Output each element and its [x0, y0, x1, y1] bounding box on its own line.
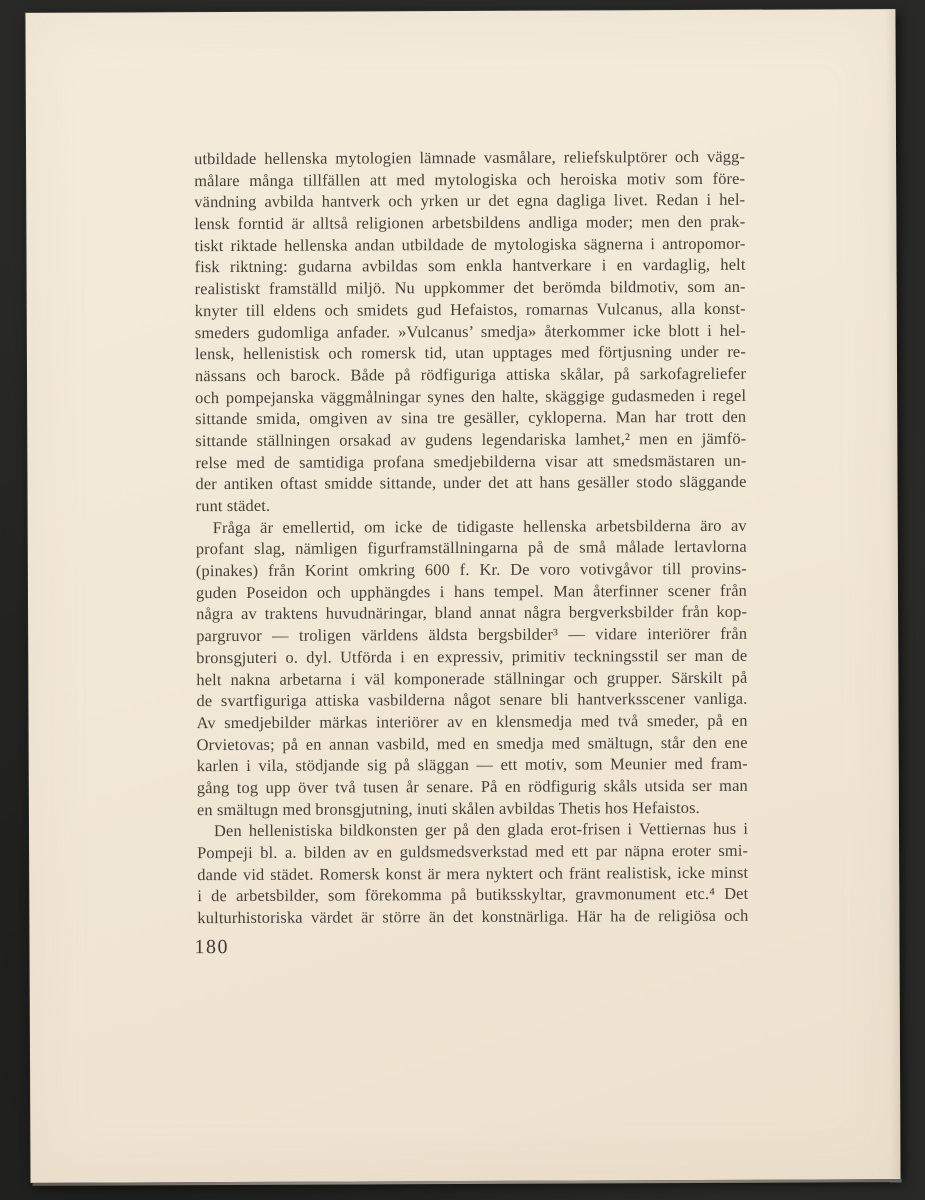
- text-line: utbildade hellenska mytologien lämnade vasmålare, reliefskulptörer och vägg-: [194, 146, 746, 169]
- paragraph: [197, 818, 748, 929]
- text-line: karlen i vila, stödjande sig på släggan — ett motiv, som Meunier med fram-: [196, 754, 748, 776]
- text-line: en smältugn med bronsgjutning, inuti skålen avbildas Thetis hos Hefaistos.: [196, 797, 700, 819]
- text-line: profant slag, nämligen figurframställningarna på de små målade lertavlorna: [195, 537, 747, 559]
- text-line: och pompejanska väggmålningar synes den halte, skäggige gudasmeden i regel: [195, 385, 747, 407]
- text-line: fisk riktning: gudarna avbildas som enkla hantverkare i en vardaglig, helt: [194, 255, 746, 277]
- book-page: [25, 9, 900, 1183]
- text-line: de svartfiguriga attiska vasbilderna något senare bli hantverksscener vanliga.: [196, 688, 748, 711]
- text-line: der antiken oftast smidde sittande, under det att hans gesäller stodo släggande: [195, 472, 747, 494]
- text-line: knyter till eldens och smidets gud Hefaistos, romarnas Vulcanus, alla konst-: [194, 298, 746, 320]
- paragraph: [194, 146, 747, 517]
- text-line: dande vid städet. Romersk konst är mera nyktert och fränt realistisk, icke minst: [197, 862, 749, 884]
- page-number: 180: [194, 936, 230, 959]
- text-line: tiskt riktade hellenska andan utbildade de mytologiska sägnerna i antropomor-: [194, 233, 746, 255]
- text-line: i de arbetsbilder, som förekomma på butiksskyltar, gravmonument etc.⁴ Det: [197, 884, 749, 906]
- text-line: smeders gudomliga anfader. »Vulcanus’ smedja» återkommer icke blott i hel-: [194, 320, 746, 342]
- text-line: realistiskt framställd miljö. Nu uppkommer det berömda bildmotiv, som an-: [194, 276, 746, 299]
- text-line: (pinakes) från Korint omkring 600 f. Kr. De voro votivgåvor till provins-: [195, 558, 747, 581]
- text-line: pargruvor — troligen världens äldsta bergsbilder³ — vidare interiörer från: [196, 623, 748, 646]
- paragraph: [196, 514, 748, 820]
- text-line: vändning avbilda hantverk och yrken ur det egna dagliga livet. Redan i hel-: [194, 190, 746, 212]
- text-line: Orvietovas; på en annan vasbild, med en smedja med smältugn, står den ene: [196, 732, 748, 754]
- text-line: Fråga är emellertid, om icke de tidigaste hellenska arbetsbilderna äro av: [212, 515, 747, 537]
- text-line: gång tog upp över två tusen år senare. På en rödfigurig skåls utsida ser man: [196, 775, 748, 798]
- text-line: sittande ställningen orsakad av gudens legendariska lamhet,² men en jämfö-: [195, 428, 747, 451]
- text-line: Av smedjebilder märkas interiörer av en klensmedja med två smeder, på en: [196, 710, 748, 733]
- text-line: helt nakna arbetarna i väl komponerade ställningar och grupper. Särskilt på: [196, 667, 748, 689]
- text-line: lensk forntid är alltså religionen arbetsbildens andliga moder; men den prak-: [194, 211, 746, 234]
- text-line: målare många tillfällen att med mytologiska och heroiska motiv som före-: [194, 168, 746, 190]
- text-line: Pompeji bl. a. bilden av en guldsmedsverkstad med ett par näpna eroter smi-: [197, 840, 749, 863]
- text-line: bronsgjuteri o. dyl. Utförda i en expressiv, primitiv teckningsstil ser man de: [196, 645, 748, 667]
- text-line: runt städet.: [195, 495, 271, 516]
- text-line: några av traktens huvudnäringar, bland annat några bergverksbilder från kop-: [196, 602, 748, 624]
- text-line: lensk, hellenistisk och romersk tid, utan upptages med förtjusning under re-: [194, 341, 746, 364]
- text-line: Den hellenistiska bildkonsten ger på den glada erot-frisen i Vettiernas hus i: [213, 819, 749, 841]
- text-line: nässans och barock. Både på rödfiguriga attiska skålar, på sarkofagreliefer: [194, 363, 747, 386]
- text-line: sittande smida, omgiven av sina tre gesäller, cykloperna. Man har trott den: [195, 407, 747, 429]
- text-line: guden Poseidon och upphängdes i hans tempel. Man återfinner scener från: [195, 580, 748, 602]
- text-line: relse med de samtidiga profana smedjebilderna visar att smedsmästaren un-: [195, 450, 747, 472]
- text-line: kulturhistoriska värdet är större än det konstnärliga. Här ha de religiösa och: [197, 905, 749, 928]
- text-block: [194, 146, 748, 929]
